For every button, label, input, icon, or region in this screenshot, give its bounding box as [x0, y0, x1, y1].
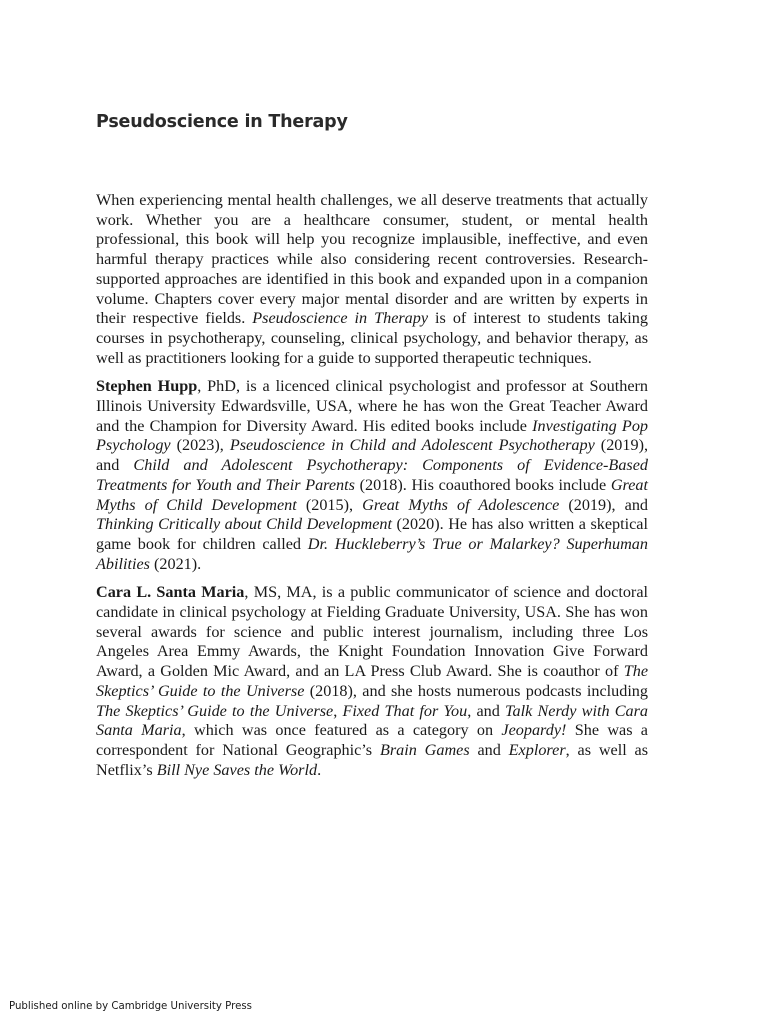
show-title-italic: Explorer: [508, 740, 566, 759]
bio-text: , MS, MA, is a public communicator of science and doctoral candidate in clinical psychology at Fielding Graduate University, USA. She has won several awards for science and public interest journalism, including three Los Angeles Area Emmy Awards, the Knight Foundation Innovation Give Forward Award, a Golden Mic Award, and an LA Press Club Award. She is coauthor of: [96, 583, 649, 681]
bio-text: (2019), and: [559, 495, 649, 514]
bio-text: (2018), and she hosts numerous podcasts including: [304, 681, 648, 700]
bio-text: (2015),: [296, 495, 363, 514]
bio-text: and: [469, 740, 509, 759]
book-title-italic: Pseudoscience in Child and Adolescent Psychotherapy: [229, 436, 595, 455]
bio-text: , which was once featured as a category on: [181, 721, 502, 740]
author-name: Stephen Hupp: [96, 377, 198, 396]
book-title-italic: Great Myths of Adolescence: [362, 495, 560, 514]
page-title: Pseudoscience in Therapy: [96, 112, 348, 132]
show-title-italic: Brain Games: [379, 740, 470, 759]
intro-text: is of interest to students taking courses in psychotherapy, counseling, clinical psychology, and behavior therapy, as well as practitioners looking for a guide to supported therapeutic techniques.: [96, 309, 648, 367]
show-title-italic: Bill Nye Saves the World: [156, 760, 318, 779]
body-text: [96, 191, 648, 789]
bio-text: (2019), and: [96, 436, 649, 475]
bio-text: She was a correspondent for National Geographic’s: [96, 721, 648, 759]
bio-text: , PhD, is a licenced clinical psychologist and professor at Southern Illinois University Edwardsville, USA, where he has won the Great Teacher Award and the Champion for Diversity Award. His edited books include: [96, 377, 648, 435]
author-bio-hupp: [96, 377, 648, 574]
author-name: Cara L. Santa Maria: [96, 583, 245, 602]
bio-text: .: [317, 760, 322, 779]
bio-text: (2018). His coauthored books include: [354, 475, 611, 494]
publisher-footer: Published online by Cambridge University Press: [9, 1001, 252, 1012]
podcast-title-italic: The Skeptics’ Guide to the Universe: [96, 701, 334, 720]
bio-text: , as well as Netflix’s: [96, 740, 649, 779]
bio-text: (2023),: [170, 436, 230, 455]
book-title-italic: Great Myths of Child Development: [96, 475, 649, 514]
book-title-italic: Child and Adolescent Psychotherapy: Components of Evidence-Based Treatments for Youth and Their Parents: [96, 456, 648, 494]
bio-text: , and: [467, 701, 506, 720]
intro-paragraph: [96, 191, 648, 368]
show-title-italic: Jeopardy!: [501, 721, 567, 740]
book-title-italic: Thinking Critically about Child Development: [96, 515, 392, 534]
podcast-title-italic: Fixed That for You: [342, 701, 468, 720]
podcast-title-italic: Talk Nerdy with Cara Santa Maria: [96, 701, 649, 740]
bio-text: (2020). He has also written a skeptical game book for children called: [96, 515, 648, 553]
book-title-italic: Investigating Pop Psychology: [96, 416, 649, 455]
book-title-italic: Pseudoscience in Therapy: [252, 309, 429, 328]
author-bio-santa-maria: [96, 583, 648, 780]
bio-text: (2021).: [149, 554, 202, 573]
bio-text: ,: [333, 701, 343, 720]
intro-text: When experiencing mental health challenges, we all deserve treatments that actually work. Whether you are a healthcare consumer, student, or mental health professional, this book will help you recognize implausible, ineffective, and even harmful therapy practices while also considering recent controversies. Research-supported approaches are identified in this book and expanded upon in a companion volume. Chapters cover every major mental disorder and are written by experts in their respective fields.: [96, 191, 648, 328]
book-title-italic: Dr. Huckleberry’s True or Malarkey? Superhuman Abilities: [96, 534, 648, 573]
book-title-italic: The Skeptics’ Guide to the Universe: [96, 662, 648, 700]
